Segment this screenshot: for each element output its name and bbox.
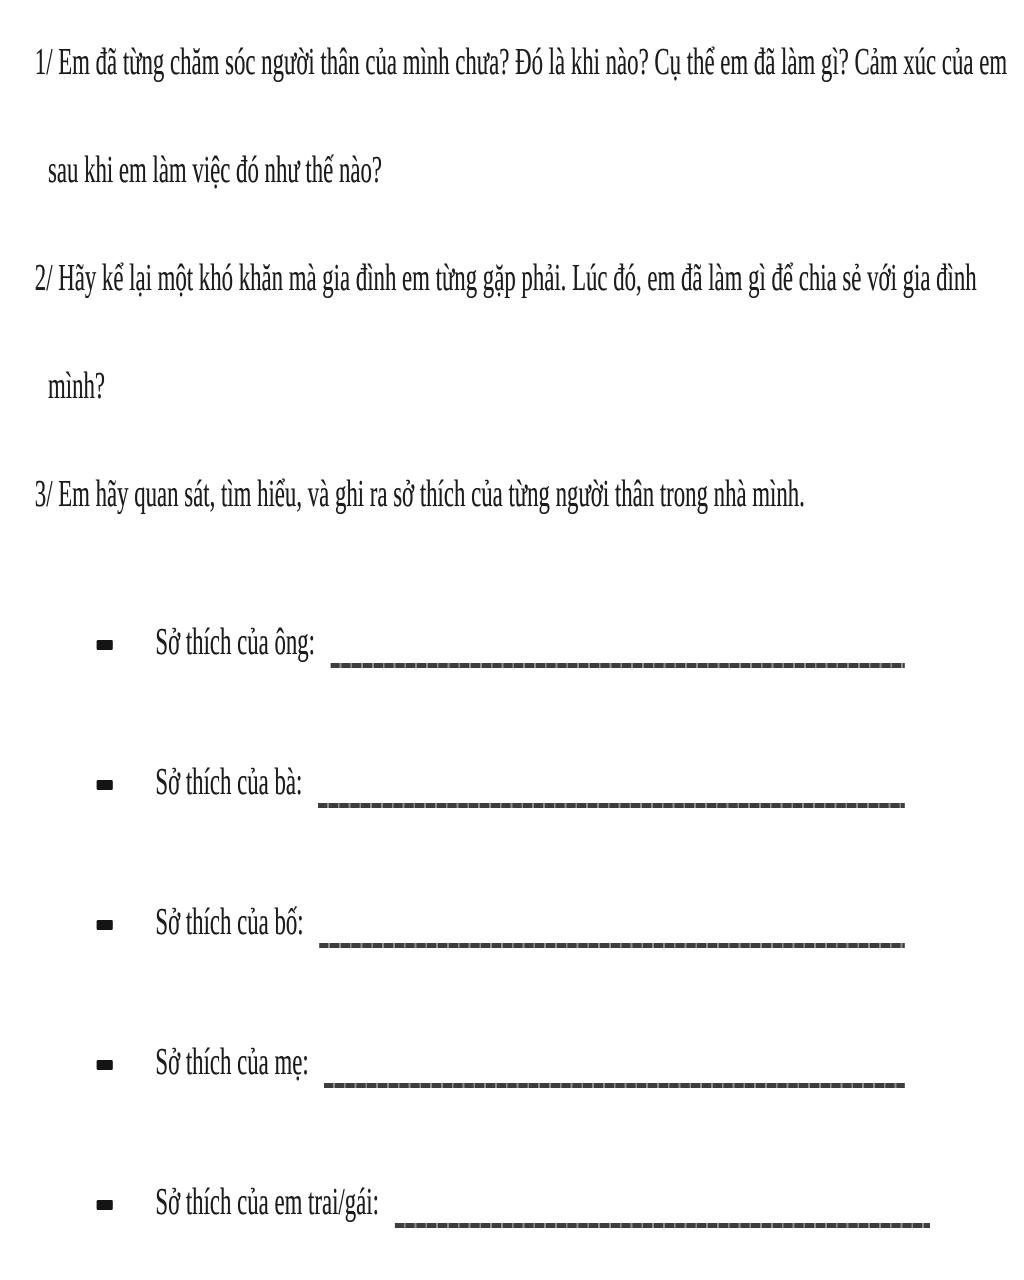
hobby-item-mother xyxy=(35,1038,1024,1178)
dash-bullet-icon xyxy=(97,1200,113,1210)
answer-blank-line xyxy=(318,758,905,808)
question-1-line-2: sau khi em làm việc đó như thế nào? xyxy=(48,149,383,191)
question-2-line-1: 2/ Hãy kể lại một khó khăn mà gia đình em từng gặp phải. Lúc đó, em đã làm gì để chia sẻ với gia đình xyxy=(34,257,977,299)
hobby-label: Sở thích của bố: xyxy=(155,901,304,943)
question-1-line-1: 1/ Em đã từng chăm sóc người thân của mình chưa? Đó là khi nào? Cụ thể em đã làm gì? Cảm xúc của em xyxy=(34,41,1008,83)
dash-bullet-icon xyxy=(97,920,113,930)
dash-bullet-icon xyxy=(97,640,113,650)
answer-blank-line xyxy=(331,618,905,668)
hobby-label: Sở thích của mẹ: xyxy=(155,1041,309,1083)
question-3-line-1: 3/ Em hãy quan sát, tìm hiểu, và ghi ra sở thích của từng người thân trong nhà mình. xyxy=(34,473,805,515)
hobby-item-grandfather xyxy=(35,618,1024,758)
hobby-label: Sở thích của bà: xyxy=(155,761,303,803)
hobby-item-grandmother xyxy=(35,758,1024,898)
answer-blank-line xyxy=(395,1178,930,1228)
hobby-item-father xyxy=(35,898,1024,1038)
dash-bullet-icon xyxy=(97,1060,113,1070)
answer-blank-line xyxy=(319,898,905,948)
question-2-line-2: mình? xyxy=(48,365,105,407)
hobby-item-sibling xyxy=(35,1178,1024,1280)
dash-bullet-icon xyxy=(97,780,113,790)
hobby-list xyxy=(35,618,1024,1280)
hobby-label: Sở thích của ông: xyxy=(155,621,315,663)
hobby-label: Sở thích của em trai/gái: xyxy=(155,1181,379,1223)
answer-blank-line xyxy=(324,1038,905,1088)
